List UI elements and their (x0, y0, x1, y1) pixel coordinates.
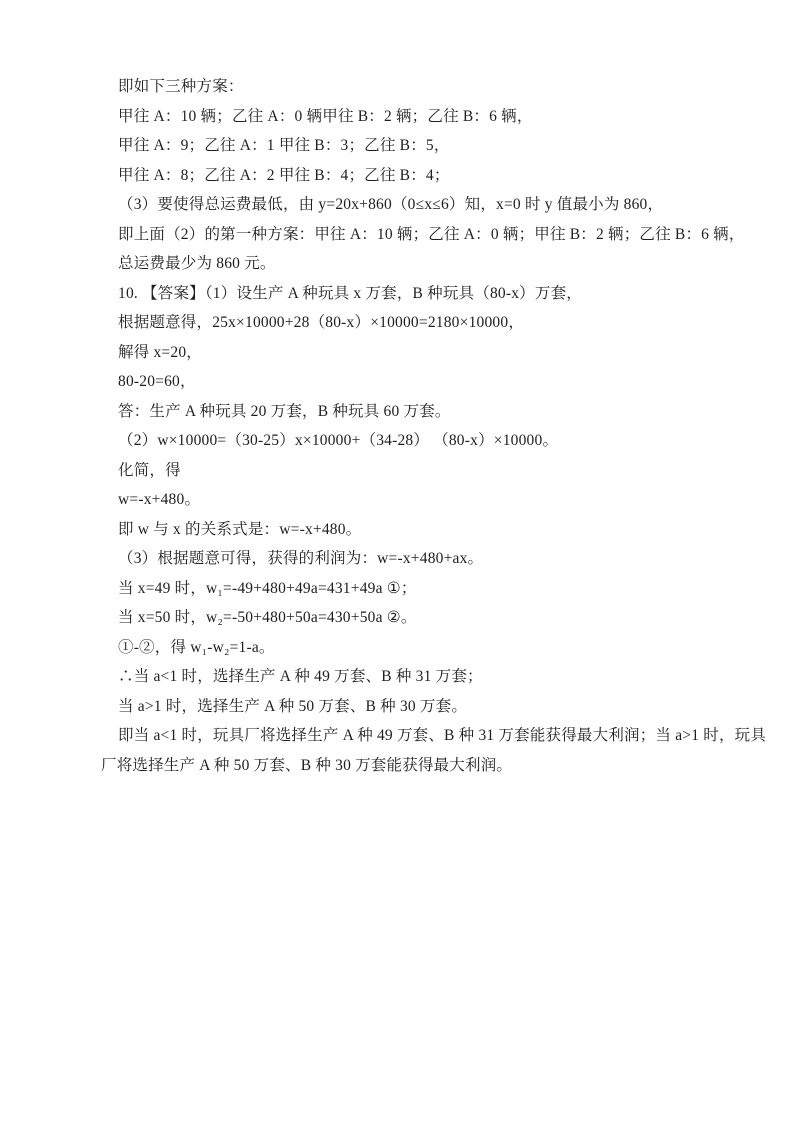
text-line: ①-②，得 w₁-w₂=1-a。 (118, 638, 275, 656)
text-line: ∴当 a<1 时，选择生产 A 种 49 万套、B 种 31 万套； (118, 668, 483, 685)
text-line: 即当 a<1 时，玩具厂将选择生产 A 种 49 万套、B 种 31 万套能获得最大利润；当 a>1 时，玩具 (118, 727, 767, 744)
text-line: （3）根据题意可得，获得的利润为：w=-x+480+ax。 (118, 550, 484, 567)
text-line: 总运费最少为 860 元。 (118, 255, 276, 272)
text-line: （3）要使得总运费最低，由 y=20x+860（0≤x≤6）知，x=0 时 y 值最小为 860， (118, 196, 664, 213)
text-line: w=-x+480。 (118, 491, 201, 508)
text-line: 解得 x=20， (118, 343, 202, 361)
text-line: 甲往 A：8；乙往 A：2 甲往 B：4；乙往 B：4； (118, 166, 450, 184)
text-line: 厂将选择生产 A 种 50 万套、B 种 30 万套能获得最大利润。 (101, 756, 513, 774)
answer-text-block (101, 72, 767, 780)
text-line: 当 x=49 时，w₁=-49+480+49a=431+49a ①； (118, 579, 417, 597)
text-line: 答：生产 A 种玩具 20 万套，B 种玩具 60 万套。 (118, 402, 451, 420)
text-line: 即 w 与 x 的关系式是：w=-x+480。 (118, 520, 362, 538)
text-line: 当 x=50 时，w₂=-50+480+50a=430+50a ②。 (118, 609, 417, 626)
text-line: （2）w×10000=（30-25）x×10000+（34-28） （80-x）×10000。 (118, 432, 559, 449)
text-line: 当 a>1 时，选择生产 A 种 50 万套、B 种 30 万套。 (118, 697, 468, 715)
text-line: 即上面（2）的第一种方案：甲往 A：10 辆；乙往 A：0 辆；甲往 B：2 辆；乙往 B：6 辆， (118, 225, 745, 243)
text-line: 即如下三种方案： (118, 78, 244, 95)
text-line: 10. 【答案】（1）设生产 A 种玩具 x 万套，B 种玩具（80-x）万套， (118, 284, 582, 302)
text-line: 80-20=60， (118, 373, 196, 390)
text-line: 化简，得 (118, 461, 181, 479)
text-line: 根据题意得，25x×10000+28（80-x）×10000=2180×10000， (118, 314, 525, 331)
text-line: 甲往 A：10 辆；乙往 A：0 辆甲往 B：2 辆；乙往 B：6 辆， (118, 107, 533, 125)
text-line: 甲往 A：9；乙往 A：1 甲往 B：3；乙往 B：5， (118, 137, 450, 154)
